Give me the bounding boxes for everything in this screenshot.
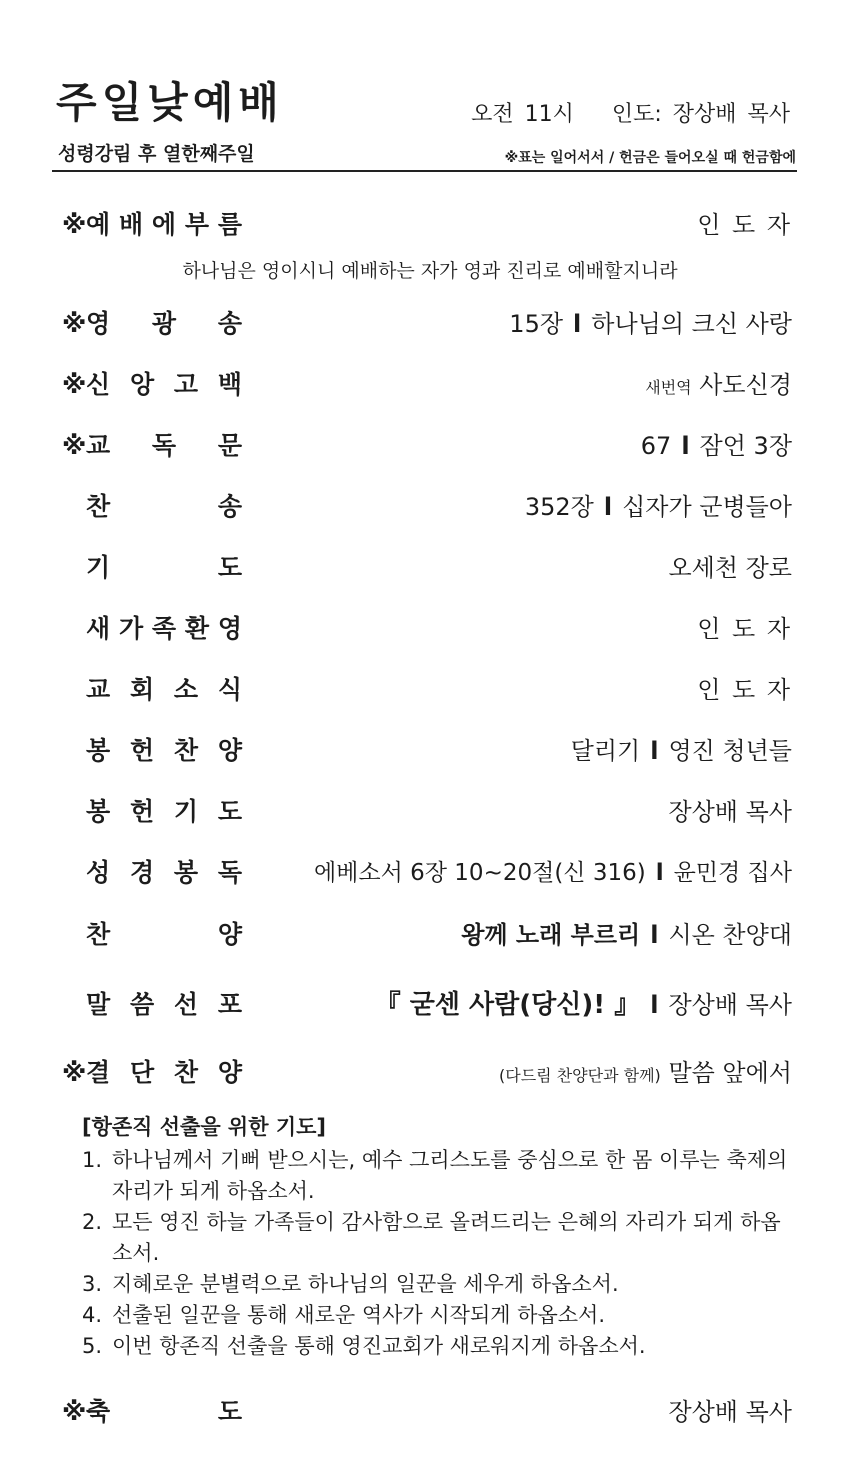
label-char: 교 — [86, 675, 111, 704]
order-label — [86, 304, 242, 344]
list-text: 이번 항존직 선출을 통해 영진교회가 새로워지게 하옵소서. — [112, 1334, 646, 1358]
label-char: 름 — [217, 210, 242, 239]
order-value — [314, 853, 792, 893]
divider: l — [655, 860, 664, 886]
order-label — [86, 915, 242, 955]
service-info — [471, 100, 790, 130]
order-value: 인 도 자 — [697, 615, 792, 643]
prayer-heading: [항존직 선출을 위한 기도] — [82, 1115, 326, 1139]
label-char: 경 — [129, 858, 155, 887]
order-value — [461, 915, 792, 955]
order-label — [86, 205, 242, 245]
service-leader: 인도: 장상배 목사 — [611, 102, 790, 127]
order-value: 오세천 장로 — [668, 554, 792, 582]
label-char: 양 — [217, 920, 242, 949]
order-value — [375, 985, 792, 1025]
label-char: 헌 — [129, 736, 155, 765]
label-char: 에 — [151, 210, 177, 239]
list-number: 3. — [82, 1272, 103, 1296]
order-value — [641, 426, 792, 466]
label-char: 결 — [86, 1058, 111, 1087]
order-item-creed — [0, 365, 860, 405]
label-char: 선 — [173, 990, 199, 1019]
label-char: 문 — [217, 431, 242, 460]
label-char: 예 — [86, 210, 111, 239]
response-song-title: 말씀 앞에서 — [668, 1059, 792, 1087]
list-item — [82, 1331, 792, 1362]
hymn-title: 십자가 군병들아 — [622, 493, 792, 521]
order-value — [525, 487, 792, 527]
label-char: 봉 — [173, 858, 199, 887]
label-char: 교 — [86, 431, 111, 460]
order-label — [86, 548, 242, 588]
order-value — [645, 365, 792, 405]
order-item-announcements — [0, 670, 860, 710]
order-item-benediction — [0, 1392, 860, 1432]
label-char: 씀 — [129, 990, 155, 1019]
stand-mark: ※ — [62, 1397, 87, 1426]
label-char: 찬 — [86, 492, 111, 521]
label-char: 단 — [129, 1058, 155, 1087]
order-value: 인 도 자 — [697, 676, 792, 704]
order-value — [499, 1053, 792, 1093]
label-char: 식 — [217, 675, 242, 704]
prayer-section — [82, 1112, 792, 1362]
list-text: 모든 영진 하늘 가족들이 감사함으로 올려드리는 은혜의 자리가 되게 하옵소서. — [112, 1210, 781, 1265]
label-char: 축 — [86, 1397, 111, 1426]
performer: 영진 청년들 — [668, 737, 792, 765]
label-char: 배 — [118, 210, 144, 239]
label-char: 도 — [217, 1397, 242, 1426]
list-text: 하나님께서 기뻐 받으시는, 예수 그리스도를 중심으로 한 몸 이루는 축제의 자리가 되게 하옵소서. — [112, 1148, 788, 1203]
label-char: 부 — [184, 210, 210, 239]
label-char: 백 — [217, 370, 242, 399]
list-item — [82, 1145, 792, 1207]
choir: 시온 찬양대 — [668, 921, 792, 949]
stand-mark: ※ — [62, 370, 87, 399]
divider: l — [650, 921, 659, 949]
song-title: 달리기 — [570, 737, 641, 765]
order-label — [86, 792, 242, 832]
reader: 윤민경 집사 — [673, 860, 792, 886]
stand-mark: ※ — [62, 309, 87, 338]
reading-title: 잠언 3장 — [699, 432, 792, 460]
label-char: 앙 — [129, 370, 155, 399]
order-label — [86, 731, 242, 771]
order-item-call-to-worship — [0, 205, 860, 245]
hymn-title: 하나님의 크신 사랑 — [591, 310, 792, 338]
response-song-note: (다드림 찬양단과 함께) — [499, 1066, 661, 1085]
label-char: 말 — [86, 990, 111, 1019]
hymn-number: 352장 — [524, 493, 594, 521]
divider: l — [573, 310, 582, 338]
order-item-offertory-prayer — [0, 792, 860, 832]
order-label — [86, 426, 242, 466]
stand-mark: ※ — [62, 210, 87, 239]
order-item-welcome — [0, 609, 860, 649]
label-char: 도 — [217, 553, 242, 582]
order-item-prayer — [0, 548, 860, 588]
list-item — [82, 1300, 792, 1331]
order-label — [86, 487, 242, 527]
service-time: 오전 11시 — [471, 102, 574, 127]
label-char: 기 — [173, 797, 199, 826]
label-char: 고 — [173, 370, 199, 399]
divider: l — [650, 991, 659, 1019]
label-char: 헌 — [129, 797, 155, 826]
list-number: 2. — [82, 1210, 103, 1234]
list-item — [82, 1207, 792, 1269]
divider: l — [681, 432, 690, 460]
order-value: 인 도 자 — [697, 211, 792, 239]
reading-number: 67 — [640, 432, 672, 460]
label-char: 봉 — [86, 736, 111, 765]
preacher: 장상배 목사 — [668, 991, 792, 1019]
label-char: 환 — [184, 614, 210, 643]
order-item-anthem — [0, 915, 860, 955]
label-char: 봉 — [86, 797, 111, 826]
page-title: 주일낮예배 — [56, 78, 284, 127]
order-value — [571, 731, 792, 771]
scripture-reference: 에베소서 6장 10~20절(신 316) — [313, 860, 646, 886]
hymn-number: 15장 — [509, 310, 564, 338]
label-char: 찬 — [173, 1058, 199, 1087]
creed-translation: 새번역 — [645, 378, 692, 397]
label-char: 소 — [173, 675, 199, 704]
divider: l — [603, 493, 613, 521]
label-char: 송 — [217, 309, 242, 338]
order-label — [86, 670, 242, 710]
label-char: 찬 — [173, 736, 199, 765]
divider: l — [650, 737, 659, 765]
label-char: 가 — [118, 614, 144, 643]
label-char: 새 — [86, 614, 111, 643]
header-divider — [52, 170, 797, 172]
label-char: 기 — [86, 553, 111, 582]
label-char: 성 — [86, 858, 111, 887]
order-item-sermon — [0, 985, 860, 1025]
stand-mark: ※ — [62, 1058, 87, 1087]
list-number: 4. — [82, 1303, 103, 1327]
order-item-response-song — [0, 1053, 860, 1093]
label-char: 찬 — [86, 920, 111, 949]
label-char: 영 — [217, 614, 242, 643]
order-item-offertory-song — [0, 731, 860, 771]
label-char: 영 — [86, 309, 111, 338]
sermon-title: 『 굳센 사람(당신)! 』 — [374, 990, 641, 1020]
order-item-hymn — [0, 487, 860, 527]
list-text: 선출된 일꾼을 통해 새로운 역사가 시작되게 하옵소서. — [112, 1303, 606, 1327]
label-char: 독 — [151, 431, 177, 460]
label-char: 광 — [151, 309, 177, 338]
list-text: 지혜로운 분별력으로 하나님의 일꾼을 세우게 하옵소서. — [112, 1272, 619, 1296]
label-char: 송 — [217, 492, 242, 521]
label-char: 회 — [129, 675, 155, 704]
label-char: 도 — [217, 797, 242, 826]
order-item-responsive-reading — [0, 426, 860, 466]
creed-name: 사도신경 — [699, 371, 792, 399]
list-number: 1. — [82, 1148, 103, 1172]
stand-mark: ※ — [62, 431, 87, 460]
call-to-worship-text: 하나님은 영이시니 예배하는 자가 영과 진리로 예배할지니라 — [182, 260, 678, 282]
order-label — [86, 609, 242, 649]
order-value: 장상배 목사 — [668, 1398, 792, 1426]
list-number: 5. — [82, 1334, 103, 1358]
order-value: 장상배 목사 — [668, 798, 792, 826]
label-char: 양 — [217, 736, 242, 765]
label-char: 포 — [217, 990, 242, 1019]
order-label — [86, 853, 242, 893]
order-label — [86, 1053, 242, 1093]
order-value — [509, 304, 792, 344]
order-item-gloria — [0, 304, 860, 344]
header-note: ※표는 일어서서 / 헌금은 들어오실 때 헌금함에 — [504, 150, 796, 166]
order-label — [86, 1392, 242, 1432]
label-char: 독 — [217, 858, 242, 887]
anthem-title: 왕께 노래 부르리 — [461, 921, 641, 949]
order-label — [86, 985, 242, 1025]
list-item — [82, 1269, 792, 1300]
label-char: 양 — [217, 1058, 242, 1087]
order-item-scripture — [0, 853, 860, 893]
liturgical-week: 성령강림 후 열한째주일 — [58, 143, 255, 165]
order-label — [86, 365, 242, 405]
label-char: 족 — [151, 614, 177, 643]
label-char: 신 — [86, 370, 111, 399]
